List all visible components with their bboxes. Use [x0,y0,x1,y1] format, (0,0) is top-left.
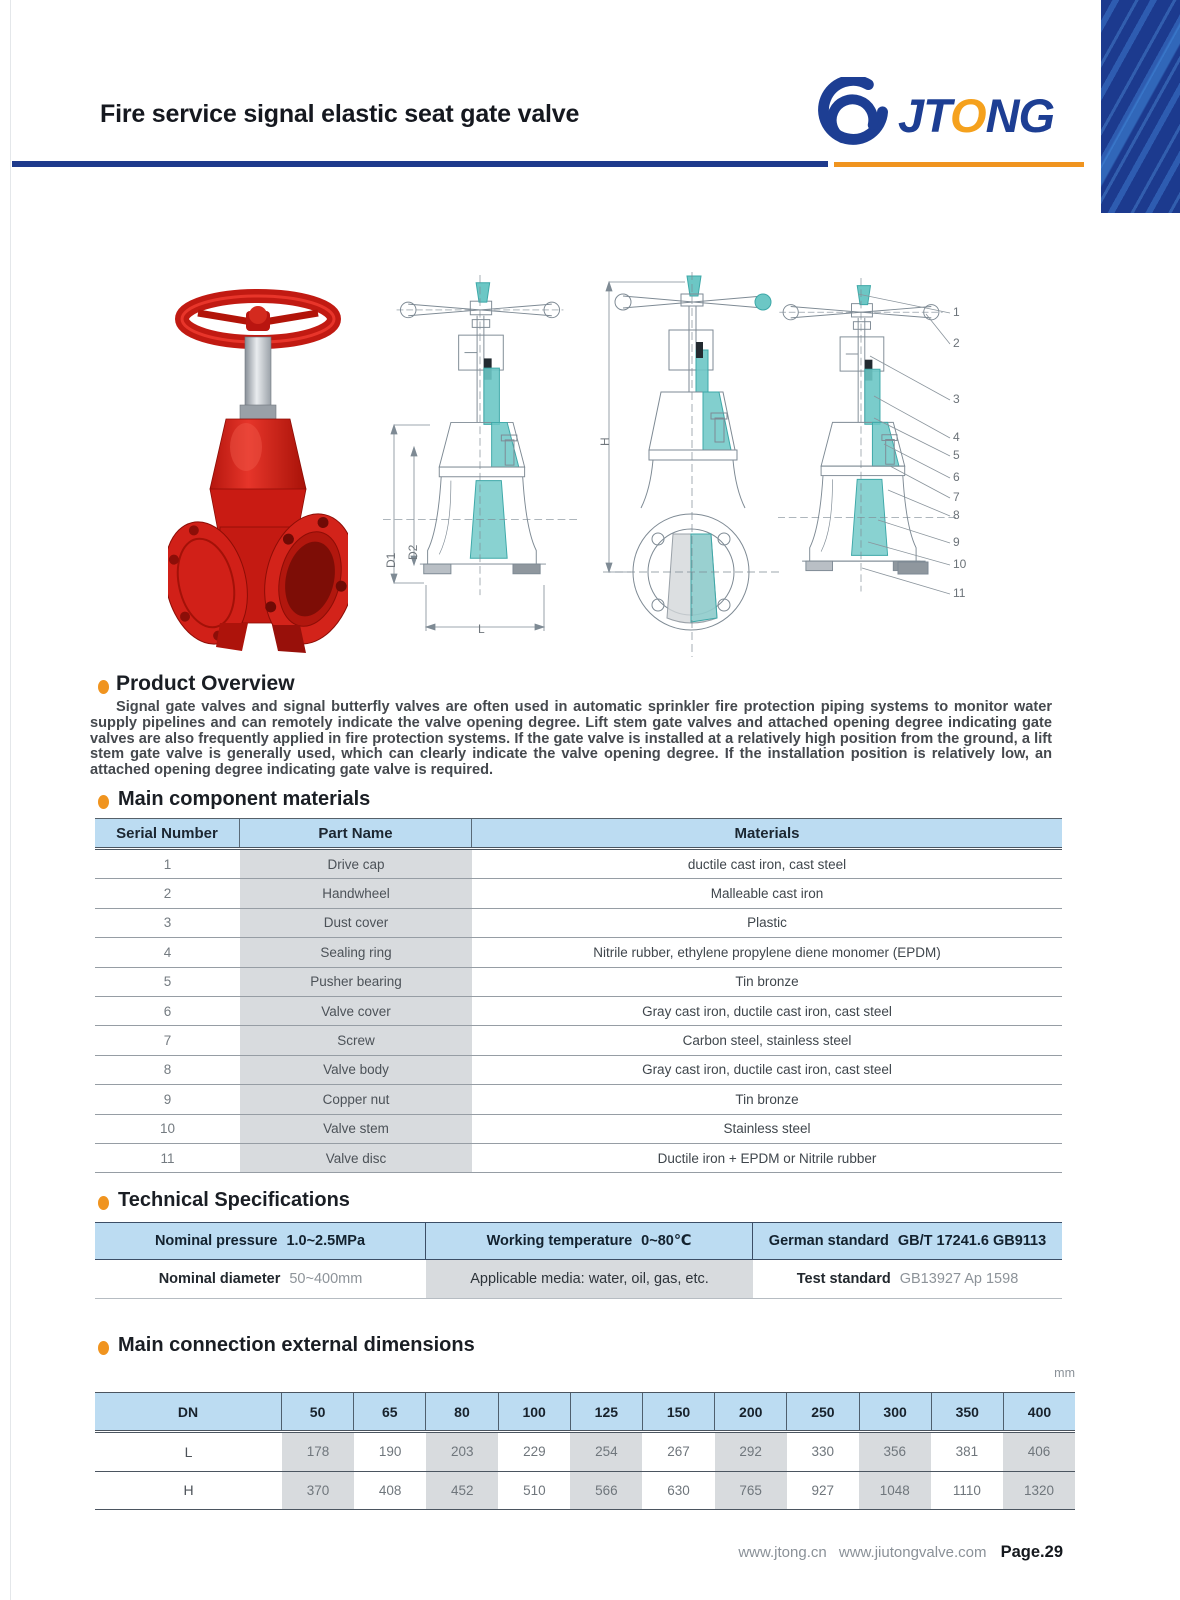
serial-number-cell: 3 [163,915,172,931]
dn-header-cell: DN [95,1393,282,1430]
part-name-cell: Drive cap [240,850,472,878]
materials-cell: ductile cast iron, cast steel [687,856,847,872]
callout-number-1: 1 [953,305,960,319]
materials-header-cell: Materials [472,819,1062,847]
dn-column-cell: 150 [643,1393,715,1430]
dimension-value-cell: 630 [667,1482,690,1498]
dimension-value-cell: 927 [811,1482,834,1498]
dn-column-cell: 250 [787,1393,859,1430]
dim-label-d2: D2 [406,544,420,560]
callout-number-6: 6 [953,470,960,484]
materials-header-row [95,819,1062,850]
drawing-section-dimensions [378,275,583,643]
dimension-value-cell: 356 [859,1433,931,1471]
dn-column-cell: 400 [1004,1393,1075,1430]
dimensions-table [95,1392,1075,1510]
dimension-value-cell: 254 [570,1433,642,1471]
dn-column-cell: 50 [282,1393,354,1430]
table-row [95,938,1062,967]
table-row [95,1115,1062,1144]
materials-cell: Nitrile rubber, ethylene propylene diene monomer (EPDM) [593,944,941,960]
dimension-value-cell: 1110 [952,1482,981,1498]
table-row [95,968,1062,997]
page-edge-line [10,0,11,1600]
materials-cell: Malleable cast iron [710,886,824,902]
specs-label: Nominal diameter [158,1271,281,1287]
section-bullet-icon [98,1196,109,1210]
dimension-value-cell: 1320 [1003,1472,1075,1510]
section-bullet-icon [98,795,109,809]
corner-decoration [1101,0,1180,213]
dim-label-d1: D1 [384,552,398,568]
callout-number-8: 8 [953,508,960,522]
page-footer [560,1543,1063,1562]
specs-cell [753,1223,1062,1259]
dimension-value-cell: 330 [811,1444,834,1460]
row-label-cell: L [184,1443,193,1460]
specs-cell [95,1260,426,1298]
table-row [95,879,1062,908]
callout-number-10: 10 [953,557,967,571]
specs-value: GB/T 17241.6 GB9113 [897,1233,1047,1249]
specs-cell [426,1223,753,1259]
callout-number-5: 5 [953,448,960,462]
section-bullet-icon [98,1341,109,1355]
dimension-value-cell: 510 [523,1482,546,1498]
callout-number-4: 4 [953,430,960,444]
part-name-cell: Valve disc [240,1144,472,1172]
specs-label: Working temperature [486,1233,633,1249]
header-rule-blue [12,161,828,167]
part-name-cell: Handwheel [240,879,472,907]
footer-url-1: www.jtong.cn [738,1544,827,1561]
table-row [95,1056,1062,1085]
dimension-value-cell: 292 [715,1433,787,1471]
part-name-cell: Copper nut [240,1085,472,1113]
serial-number-cell: 6 [163,1003,172,1019]
table-row [95,850,1062,879]
dimension-value-cell: 408 [378,1482,402,1498]
callout-number-3: 3 [953,392,960,406]
materials-header-cell: Serial Number [95,819,240,847]
dn-column-cell: 80 [426,1393,498,1430]
dn-column-cell: 300 [860,1393,932,1430]
serial-number-cell: 2 [163,886,172,902]
specs-cell [426,1260,753,1298]
part-name-cell: Screw [240,1026,472,1054]
logo-swirl-icon [818,77,888,154]
dn-column-cell: 100 [499,1393,571,1430]
dn-column-cell: 350 [932,1393,1004,1430]
serial-number-cell: 10 [159,1121,176,1137]
specs-heading: Technical Specifications [118,1189,350,1211]
materials-cell: Ductile iron + EPDM or Nitrile rubber [657,1150,877,1166]
serial-number-cell: 11 [160,1150,175,1166]
dimension-value-cell: 1048 [859,1472,931,1510]
page-number: Page.29 [1000,1543,1063,1561]
product-photo-red-gate-valve [168,287,348,659]
dimension-value-cell: 370 [282,1472,354,1510]
specs-value: Applicable media: water, oil, gas, etc. [470,1271,709,1287]
callout-number-2: 2 [953,336,960,350]
serial-number-cell: 5 [163,974,172,990]
dimension-value-cell: 566 [570,1472,642,1510]
footer-url-2: www.jiutongvalve.com [838,1544,987,1561]
dimension-value-cell: 381 [955,1444,979,1460]
serial-number-cell: 1 [163,856,172,872]
dn-column-cell: 125 [571,1393,643,1430]
dimensions-header-row [95,1393,1075,1433]
specs-row-1 [95,1223,1062,1260]
table-row [95,997,1062,1026]
specs-label: Nominal pressure [154,1233,278,1249]
page-title: Fire service signal elastic seat gate valve [100,100,580,128]
dimension-value-cell: 765 [715,1472,787,1510]
specs-value: 1.0~2.5MPa [286,1233,366,1249]
materials-cell: Stainless steel [723,1121,811,1137]
dim-label-h: H [598,437,612,446]
table-row [95,1144,1062,1173]
specs-value: GB13927 Ap 1598 [899,1271,1019,1287]
table-row [95,1085,1062,1114]
dimension-value-cell: 203 [426,1433,498,1471]
callout-number-11: 11 [953,586,966,600]
callout-number-7: 7 [953,490,960,504]
part-name-cell: Dust cover [240,909,472,937]
part-name-cell: Valve cover [240,997,472,1025]
drawing-callout-section [778,276,993,661]
row-label-cell: H [183,1482,194,1499]
section-bullet-icon [98,680,109,694]
serial-number-cell: 4 [163,944,172,960]
specs-label: Test standard [796,1271,891,1287]
part-name-cell: Valve stem [240,1115,472,1143]
specs-cell [95,1223,426,1259]
serial-number-cell: 8 [163,1062,172,1078]
materials-table [95,818,1062,1173]
materials-cell: Carbon steel, stainless steel [682,1033,852,1049]
header-rule-orange [834,162,1084,167]
dn-column-cell: 65 [354,1393,426,1430]
table-row [95,909,1062,938]
table-row [95,1026,1062,1055]
part-name-cell: Sealing ring [240,938,472,966]
table-row [95,1433,1075,1472]
specs-cell [753,1260,1062,1298]
dn-column-cell: 200 [715,1393,787,1430]
specs-row-2 [95,1260,1062,1299]
dimension-value-cell: 178 [282,1433,354,1471]
logo-wordmark: JTONG [898,88,1055,142]
dimension-value-cell: 267 [667,1444,690,1460]
serial-number-cell: 7 [163,1033,172,1049]
materials-cell: Tin bronze [735,974,799,990]
dimension-value-cell: 190 [378,1444,402,1460]
materials-cell: Plastic [747,915,787,931]
materials-cell: Gray cast iron, ductile cast iron, cast steel [642,1003,892,1019]
materials-cell: Tin bronze [735,1091,799,1107]
specs-label: German standard [768,1233,889,1249]
part-name-cell: Pusher bearing [240,968,472,996]
callout-number-9: 9 [953,535,960,549]
jtong-logo [818,76,1078,154]
overview-paragraph: Signal gate valves and signal butterfly valves are often used in automatic sprinkler fire protection piping systems to monitor water supply pipelines and can remotely indicate the valve opening degree. Lift stem gate valves and attached opening degree indicating gate valves are also frequently applied in fire protection systems. If the gate valve is installed at a relatively high position from the ground, a lift stem gate valve is generally used, which can clearly indicate the valve opening degree. If the installation position is relatively low, an attached opening degree indicating gate valve is required. [90,699,1052,779]
specs-table [95,1222,1062,1299]
overview-heading: Product Overview [116,672,295,695]
dimension-value-cell: 406 [1003,1433,1075,1471]
dimension-value-cell: 452 [426,1472,498,1510]
dimensions-unit-label: mm [1054,1366,1075,1380]
table-row [95,1472,1075,1511]
drawing-front-view [595,272,780,670]
materials-heading: Main component materials [118,788,371,810]
materials-cell: Gray cast iron, ductile cast iron, cast steel [642,1062,892,1078]
specs-value: 0~80℃ [641,1233,692,1249]
dimension-value-cell: 229 [523,1444,546,1460]
specs-value: 50~400mm [289,1271,363,1287]
materials-header-cell: Part Name [240,819,472,847]
part-name-cell: Valve body [240,1056,472,1084]
serial-number-cell: 9 [163,1091,172,1107]
dim-label-l: L [478,622,485,636]
dimensions-heading: Main connection external dimensions [118,1334,475,1356]
